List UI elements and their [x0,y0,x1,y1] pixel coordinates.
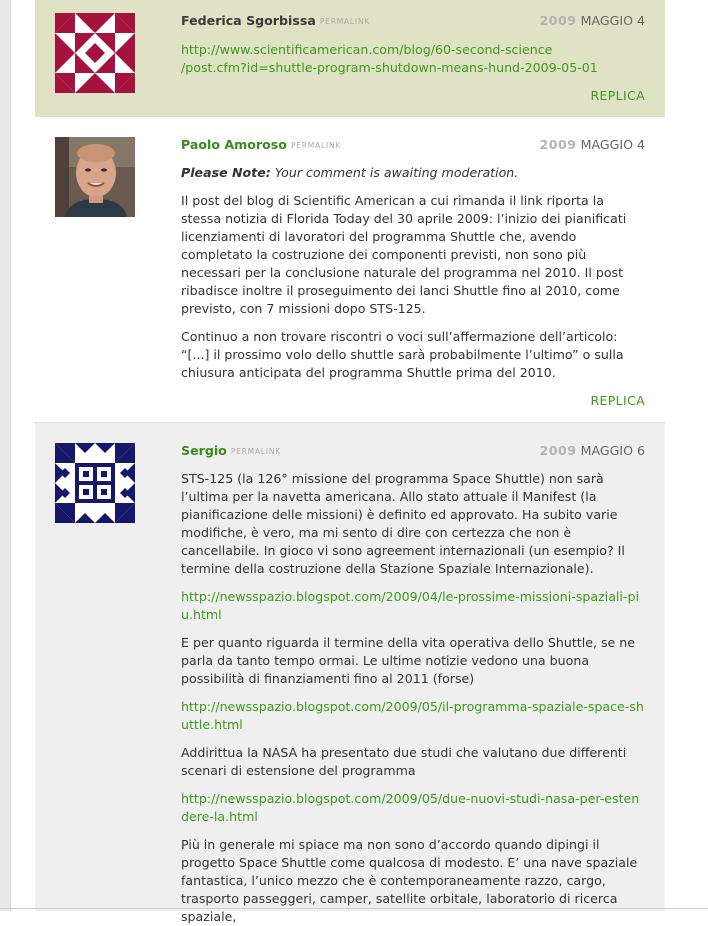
user-photo-icon [55,137,135,217]
comment-paragraph: Il post del blog di Scientific American a cui rimanda il link riporta la stessa notizia di Florida Today del 30 aprile 2009: l’inizio dei pianificati licenziamenti di lavoratori del programma Shuttle che, avendo completato la costruzione dei componenti previsti, non sono più necessari per la conclusione naturale del programma nel 2010. Il post ribadisce inoltre il proseguimento dei lanci Shuttle fino al 2010, come previsto, con 7 missioni dopo STS-125. [181,193,627,316]
avatar-photo [55,137,135,217]
comment-paragraph: E per quanto riguarda il termine della vita operativa dello Shuttle, se ne parla da tanto tempo ormai. Le ultime notizie vedono una buona possibilità di finanziamenti fino al 2011 (forse) [181,635,635,686]
comment-sergio [35,423,665,924]
avatar-identicon [55,443,135,523]
permalink-link[interactable]: PERMALINK [230,447,282,456]
comment-list [35,0,665,924]
author-name[interactable]: Federica Sgorbissa [181,13,316,28]
window-bottom-border [0,908,708,909]
permalink-link[interactable]: PERMALINK [290,141,342,150]
page-left-margin [0,0,11,911]
comment-paragraph: Addirittua la NASA ha presentato due studi che valutano due differenti scenari di estensione del programma [181,745,627,778]
comment-date [540,13,646,29]
comment-year: 2009 [539,443,577,458]
link-line-1[interactable]: http://www.scientificamerican.com/blog/60-second-science [181,42,553,57]
comment-day: MAGGIO 4 [580,13,645,28]
comment-body [181,443,645,926]
reply-link[interactable]: REPLICA [590,88,645,103]
comment-federica [35,0,665,117]
identicon-navy-icon [55,443,135,523]
note-text: Your comment is awaiting moderation. [274,165,519,180]
link-line-2[interactable]: /post.cfm?id=shuttle-program-shutdown-means-hund-2009-05-01 [181,60,598,75]
identicon-red-icon [55,13,135,93]
comment-paragraph: STS-125 (la 126° missione del programma Space Shuttle) non sarà l’ultima per la navetta americana. Allo stato attuale il Manifest (la pianificazione delle missioni) è definito ed approvato. Ha subito varie modifiche, è vero, ma mi sento di dire con certezza che non è cancellabile. In gioco vi sono agreement internazionali (un esempio? Il termine della costruzione della Stazione Spaziale Internazionale). [181,471,625,576]
comment-paragraph: Più in generale mi spiace ma non sono d’accordo quando dipingi il progetto Space Shuttle come qualcosa di modesto. E’ una nave spaziale fantastica, l’unico mezzo che è contemporaneamente razzo, cargo, trasporto passeggeri, camper, satellite orbitale, laboratorio di ricerca spaziale, [181,837,638,924]
avatar-identicon [55,13,135,93]
comment-day: MAGGIO 6 [580,443,645,458]
comment-link[interactable] [181,41,645,77]
note-label: Please Note: [181,165,271,180]
reply-link[interactable]: REPLICA [590,393,645,408]
comment-date [540,137,646,153]
comment-body [181,13,645,77]
comment-date [540,443,646,459]
author-name[interactable]: Paolo Amoroso [181,137,287,152]
comment-body [181,137,645,382]
comment-paolo [35,117,665,423]
comment-link[interactable]: http://newsspazio.blogspot.com/2009/05/il-programma-spaziale-space-shuttle.html [181,699,644,732]
comment-year: 2009 [539,137,577,152]
comment-text [181,470,645,926]
comment-link[interactable]: http://newsspazio.blogspot.com/2009/05/due-nuovi-studi-nasa-per-estendere-la.html [181,791,640,824]
comment-meta [181,137,645,153]
comment-paragraph: Continuo a non trovare riscontri o voci sull’affermazione dell’articolo: “[...] il prossimo volo dello shuttle sarà probabilmente l’ultimo” o sulla chiusura anticipata del programma Shuttle prima del 2010. [181,329,624,380]
comment-text [181,164,645,382]
comment-text [181,41,645,77]
permalink-link[interactable]: PERMALINK [319,17,371,26]
comment-year: 2009 [539,13,577,28]
moderation-note [181,164,645,182]
author-name[interactable]: Sergio [181,443,227,458]
comment-day: MAGGIO 4 [580,137,645,152]
comment-meta [181,13,645,29]
comment-link[interactable]: http://newsspazio.blogspot.com/2009/04/le-prossime-missioni-spaziali-piu.html [181,589,639,622]
comment-meta [181,443,645,459]
